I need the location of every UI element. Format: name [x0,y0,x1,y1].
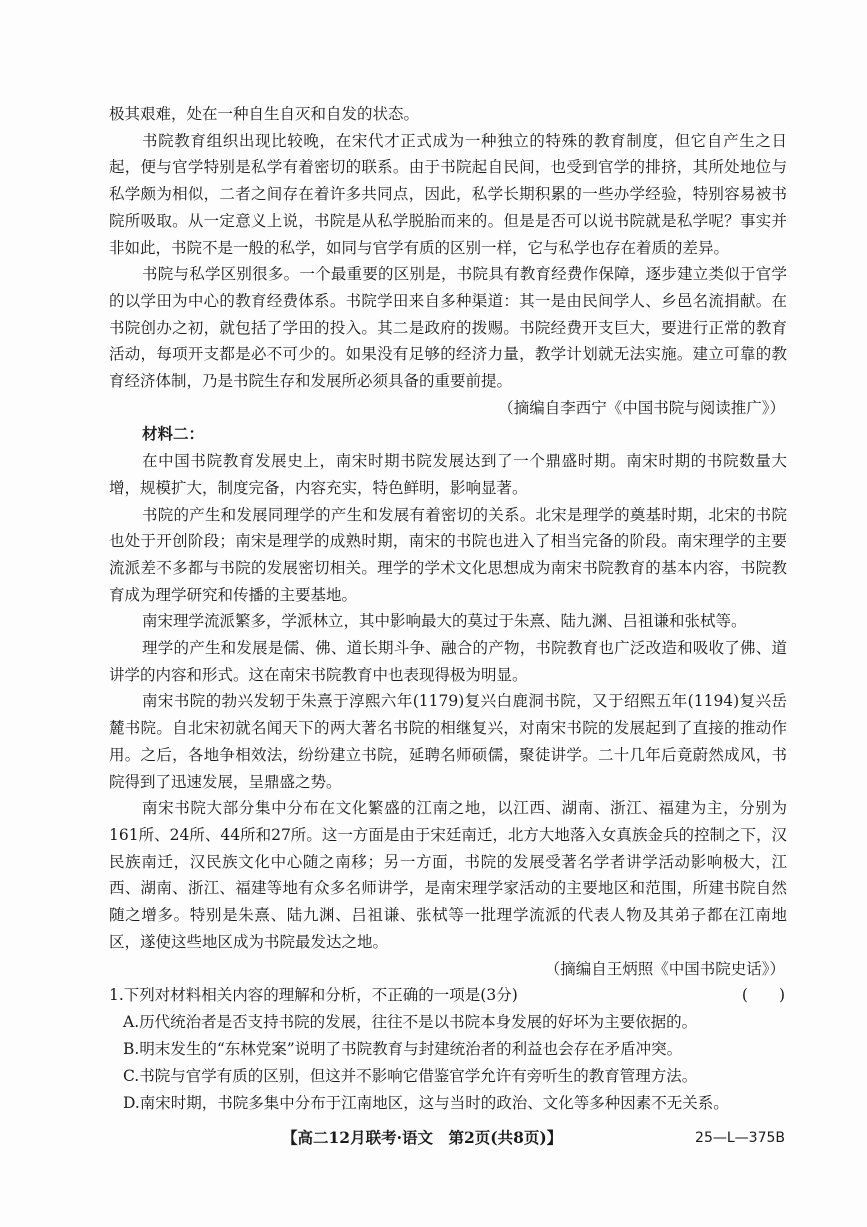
source-citation: （摘编自王炳照《中国书院史话》） [544,959,785,978]
paragraph: 理学的产生和发展是儒、佛、道长期斗争、融合的产物，书院教育也广泛改造和吸收了佛、道讲学的内容和形式。这在南宋书院教育中也表现得极为明显。 [109,639,787,684]
option-a[interactable]: A.历代统治者是否支持书院的发展，往往不是以书院本身发展的好坏为主要依据的。 [123,1013,698,1032]
option-b[interactable]: B.明末发生的“东林党案”说明了书院教育与封建统治者的利益也会存在矛盾冲突。 [123,1040,683,1059]
paragraph: 南宋书院的勃兴发轫于朱熹于淳熙六年(1179)复兴白鹿洞书院，又于绍熙五年(1194)复兴岳麓书院。自北宋初就名闻天下的两大著名书院的相继复兴，对南宋书院的发展起到了直接的推动作用。之后，各地争相效法，纷纷建立书院，延聘名师硕儒，聚徒讲学。二十几年后竟蔚然成风，书院得到了迅速发展，呈鼎盛之势。 [109,692,787,791]
material-one-continuation [0,101,867,1117]
paragraph: 极其艰难，处在一种自生自灭和自发的状态。 [109,105,420,123]
paragraph: 在中国书院教育发展史上，南宋时期书院发展达到了一个鼎盛时期。南宋时期的书院数量大增，规模扩大，制度完备，内容充实，特色鲜明，影响显著。 [109,452,787,497]
paragraph: 书院教育组织出现比较晚，在宋代才正式成为一种独立的特殊的教育制度，但它自产生之日起，便与官学特别是私学有着密切的联系。由于书院起自民间，也受到官学的排挤，其所处地位与私学颇为相似，二者之间存在着许多共同点，因此，私学长期积累的一些办学经验，特别容易被书院所吸取。从一定意义上说，书院是从私学脱胎而来的。但是是否可以说书院就是私学呢？事实并非如此，书院不是一般的私学，如同与官学有质的区别一样，它与私学也存在着质的差异。 [109,131,787,257]
paragraph: 书院的产生和发展同理学的产生和发展有着密切的关系。北宋是理学的奠基时期，北宋的书院也处于开创阶段；南宋是理学的成熟时期，南宋的书院也进入了相当完备的阶段。南宋理学的主要流派差不多都与书院的发展密切相关。理学的学术文化思想成为南宋书院教育的基本内容，书院教育成为理学研究和传播的主要基地。 [109,505,787,604]
paragraph: 南宋书院大部分集中分布在文化繁盛的江南之地，以江西、湖南、浙江、福建为主，分别为161所、24所、44所和27所。这一方面是由于宋廷南迁，北方大地落入女真族金兵的控制之下，汉民族南迁，汉民族文化中心随之南移；另一方面，书院的发展受著名学者讲学活动影响极大，江西、湖南、浙江、福建等地有众多名师讲学，是南宋理学家活动的主要地区和范围，所建书院自然随之增多。特别是朱熹、陆九渊、吕祖谦、张栻等一批理学流派的代表人物及其弟子都在江南地区，遂使这些地区成为书院最发达之地。 [109,799,787,951]
exam-code: 25—L—375B [695,1130,785,1146]
paragraph: 南宋理学流派繁多，学派林立，其中影响最大的莫过于朱熹、陆九渊、吕祖谦和张栻等。 [142,612,747,631]
question-1 [0,982,867,1117]
paragraph: 书院与私学区别很多。一个最重要的区别是，书院具有教育经费作保障，逐步建立类似于官学的以学田为中心的教育经费体系。书院学田来自多种渠道：其一是由民间学人、乡邑名流捐献。在书院创办之初，就包括了学田的投入。其二是政府的拨赐。书院经费开支巨大，要进行正常的教育活动，每项开支都是必不可少的。如果没有足够的经济力量，教学计划就无法实施。建立可靠的教育经济体制，乃是书院生存和发展所必须具备的重要前提。 [109,265,787,391]
option-c[interactable]: C.书院与官学有质的区别，但这并不影响它借鉴官学允许有旁听生的教育管理方法。 [123,1067,698,1086]
question-stem: 1.下列对材料相关内容的理解和分析，不正确的一项是(3分) [109,986,518,1005]
source-citation: （摘编自李西宁《中国书院与阅读推广》） [498,398,785,417]
answer-blank[interactable]: ( ) [741,986,785,1005]
option-d[interactable]: D.南宋时期，书院多集中分布于江南地区，这与当时的政治、文化等多种因素不无关系。 [123,1094,729,1113]
material-label: 材料二： [142,424,205,444]
exam-info: 【高二12月联考·语文 第2页(共8页)】 [282,1128,563,1147]
